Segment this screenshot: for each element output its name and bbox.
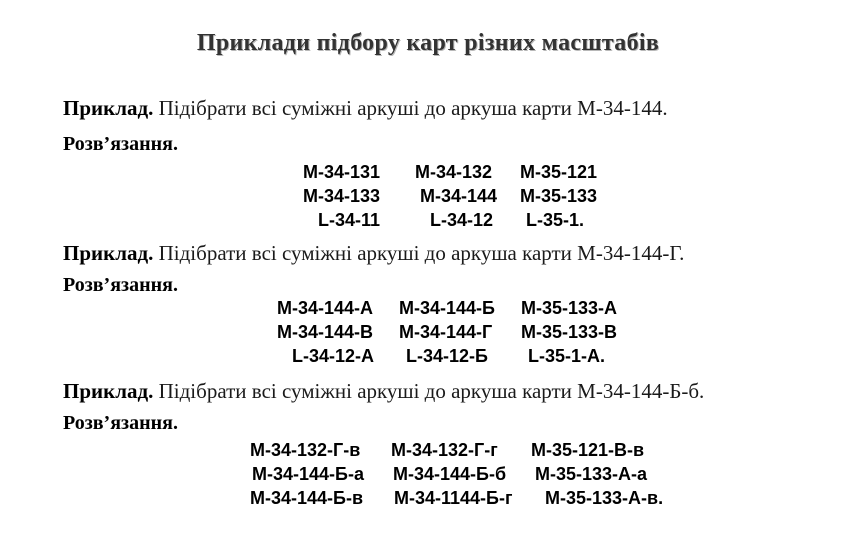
sheet-cell: М-34-144-А bbox=[277, 298, 374, 318]
sheet-cell: М-34-144 bbox=[420, 186, 498, 206]
sheet-cell: М-34-132-Г-в bbox=[250, 440, 361, 460]
sheet-cell: М-34-144-Б bbox=[399, 298, 495, 318]
sheet-cell: М-34-133 bbox=[303, 186, 381, 206]
sheet-cell: М-34-131 bbox=[303, 162, 381, 182]
sheet-row bbox=[0, 208, 856, 232]
sheet-cell: L-34-12-Б bbox=[406, 346, 488, 366]
example-2-task bbox=[63, 238, 684, 268]
example-1-task bbox=[63, 93, 668, 123]
example-3-label: Приклад. bbox=[63, 379, 154, 403]
sheet-row bbox=[0, 486, 856, 510]
sheet-row bbox=[0, 462, 856, 486]
sheet-cell: М-34-144-Б-б bbox=[393, 464, 507, 484]
example-3-sheets bbox=[0, 438, 856, 510]
sheet-cell: М-34-144-В bbox=[277, 322, 374, 342]
sheet-cell: М-34-144-Б-в bbox=[250, 488, 364, 508]
sheet-cell: М-34-1144-Б-г bbox=[394, 488, 513, 508]
sheet-cell: М-34-144-Г bbox=[399, 322, 493, 342]
sheet-cell: М-34-132 bbox=[415, 162, 493, 182]
example-1-label: Приклад. bbox=[63, 96, 154, 120]
sheet-cell: М-35-133 bbox=[520, 186, 598, 206]
sheet-cell: М-35-133-А-а bbox=[535, 464, 648, 484]
example-1-solution-label: Розв’язання. bbox=[63, 133, 178, 155]
example-2-solution-label: Розв’язання. bbox=[63, 274, 178, 296]
sheet-cell: М-34-144-Б-а bbox=[252, 464, 364, 484]
example-2-text: Підібрати всі суміжні аркуші до аркуша карти М-34-144-Г. bbox=[153, 241, 685, 265]
sheet-cell: М-35-121 bbox=[520, 162, 598, 182]
example-1-text: Підібрати всі суміжні аркуші до аркуша карти М-34-144. bbox=[153, 96, 668, 120]
sheet-cell: L-35-1-А. bbox=[528, 346, 606, 366]
page-title: Приклади підбору карт різних масштабів bbox=[196, 30, 660, 56]
sheet-cell: М-34-132-Г-г bbox=[391, 440, 498, 460]
sheet-cell: М-35-121-В-в bbox=[531, 440, 645, 460]
sheet-row bbox=[0, 160, 856, 184]
example-1-sheets bbox=[0, 160, 856, 232]
example-3-solution-label: Розв’язання. bbox=[63, 412, 178, 434]
example-3-task bbox=[63, 376, 704, 406]
sheet-row bbox=[0, 296, 856, 320]
sheet-row bbox=[0, 184, 856, 208]
example-3-text: Підібрати всі суміжні аркуші до аркуша карти М-34-144-Б-б. bbox=[153, 379, 705, 403]
sheet-row bbox=[0, 438, 856, 462]
sheet-cell: L-34-12-А bbox=[292, 346, 375, 366]
example-2-label: Приклад. bbox=[63, 241, 154, 265]
sheet-cell: М-35-133-А bbox=[521, 298, 618, 318]
sheet-cell: М-35-133-В bbox=[521, 322, 618, 342]
sheet-cell: L-34-12 bbox=[430, 210, 494, 230]
sheet-row bbox=[0, 320, 856, 344]
sheet-row bbox=[0, 344, 856, 368]
sheet-cell: L-35-1. bbox=[526, 210, 585, 230]
sheet-cell: М-35-133-А-в. bbox=[545, 488, 664, 508]
sheet-cell: L-34-11 bbox=[318, 210, 381, 230]
example-2-sheets bbox=[0, 296, 856, 368]
